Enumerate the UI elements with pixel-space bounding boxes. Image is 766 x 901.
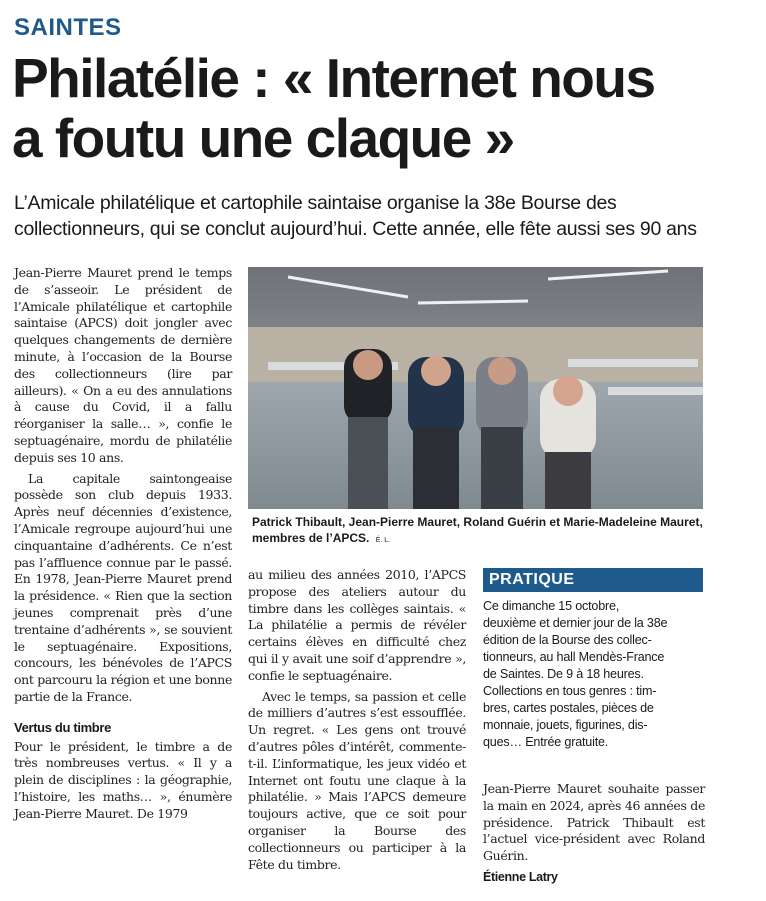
- photo-credit: É. L.: [375, 537, 391, 544]
- headline-line-2: a foutu une claque »: [12, 107, 514, 169]
- article-photo: [248, 267, 703, 509]
- article-paragraph: La capitale saintongeaise possède son club depuis 1933. Après neuf décennies d’existence, l’Amicale regroupe aujourd’hui une cinquantaine d’adhérents. Ce n’est pas l’affluence connue par le passé. En 1978, Jean-Pierre Mauret prend la présidence. « Rien que la section jeunes comprenait près d’une trentaine d’adhérents », se souvient le septuagénaire. Expositions, concours, les bénévoles de l’APCS ont parcouru la région et une bonne partie de la France.: [14, 470, 232, 704]
- info-box-line: tionneurs, au hall Mendès-France: [483, 650, 665, 664]
- info-box-line: deuxième et dernier jour de la 38e: [483, 616, 668, 630]
- info-box-line: monnaie, jouets, figurines, dis-: [483, 718, 648, 732]
- article-column-1: [14, 265, 232, 827]
- headline: [12, 48, 752, 168]
- info-box-line: Ce dimanche 15 octobre,: [483, 599, 620, 613]
- article-paragraph: Pour le président, le timbre a de très nombreuses vertus. « Il y a plein de disciplines : la géographie, l’histoire, les maths… », énumère Jean-Pierre Mauret. De 1979: [14, 738, 232, 821]
- article-paragraph: Avec le temps, sa passion et celle de milliers d’autres s’est essoufflée. Un regret. « Les gens ont trouvé d’autres pôles d’intérêt, commente-t-il. L’informatique, les jeux vidéo et Internet ont foutu une claque à la philatélie. » Mais l’APCS demeure toujours active, que ce soit pour organiser la Bourse des collectionneurs ou participer à la Fête du timbre.: [248, 688, 466, 872]
- info-box-title: PRATIQUE: [483, 568, 703, 592]
- subheading: Vertus du timbre: [14, 719, 111, 735]
- article-column-3: [483, 781, 705, 886]
- info-box-line: bres, cartes postales, pièces de: [483, 701, 654, 715]
- author-signature: Étienne Latry: [483, 869, 558, 884]
- article-column-2: [248, 567, 466, 877]
- lead-line-2: collectionneurs, qui se conclut aujourd’hui. Cette année, elle fête aussi ses 90 ans: [14, 218, 697, 240]
- photo-caption: [252, 514, 707, 549]
- info-box-line: ques… Entrée gratuite.: [483, 735, 609, 749]
- lead-paragraph: [14, 190, 754, 242]
- lead-line-1: L’Amicale philatélique et cartophile saintaise organise la 38e Bourse des: [14, 192, 617, 214]
- info-box-line: de Saintes. De 9 à 18 heures.: [483, 667, 644, 681]
- section-rubric: SAINTES: [14, 14, 122, 41]
- info-box-line: Collections en tous genres : tim-: [483, 684, 657, 698]
- info-box-body: [483, 598, 705, 751]
- article-paragraph: Jean-Pierre Mauret prend le temps de s’asseoir. Le président de l’Amicale philatélique et cartophile saintaise (APCS) doit jongler avec quelques changements de dernière minute, à l’occasion de la Bourse des collectionneurs (lire par ailleurs). « On a eu des annulations à cause du Covid, il a fallu réorganiser la salle… », confie le septuagénaire, mordu de philatélie depuis ses 10 ans.: [14, 265, 232, 465]
- article-paragraph: Jean-Pierre Mauret souhaite passer la main en 2024, après 46 années de présidence. Patrick Thibault est l’actuel vice-président avec Roland Guérin.: [483, 781, 705, 864]
- article-paragraph: au milieu des années 2010, l’APCS propose des ateliers autour du timbre dans les collèges saintais. « La philatélie a permis de révéler certains élèves en difficulté chez qui il y avait une soif d’apprendre », confie le septuagénaire.: [248, 567, 466, 683]
- caption-text: Patrick Thibault, Jean-Pierre Mauret, Roland Guérin et Marie-Madeleine Mauret, membres de l’APCS.: [252, 515, 703, 545]
- info-box-line: édition de la Bourse des collec-: [483, 633, 652, 647]
- headline-line-1: Philatélie : « Internet nous: [12, 47, 655, 109]
- group-photo-image: [248, 267, 703, 509]
